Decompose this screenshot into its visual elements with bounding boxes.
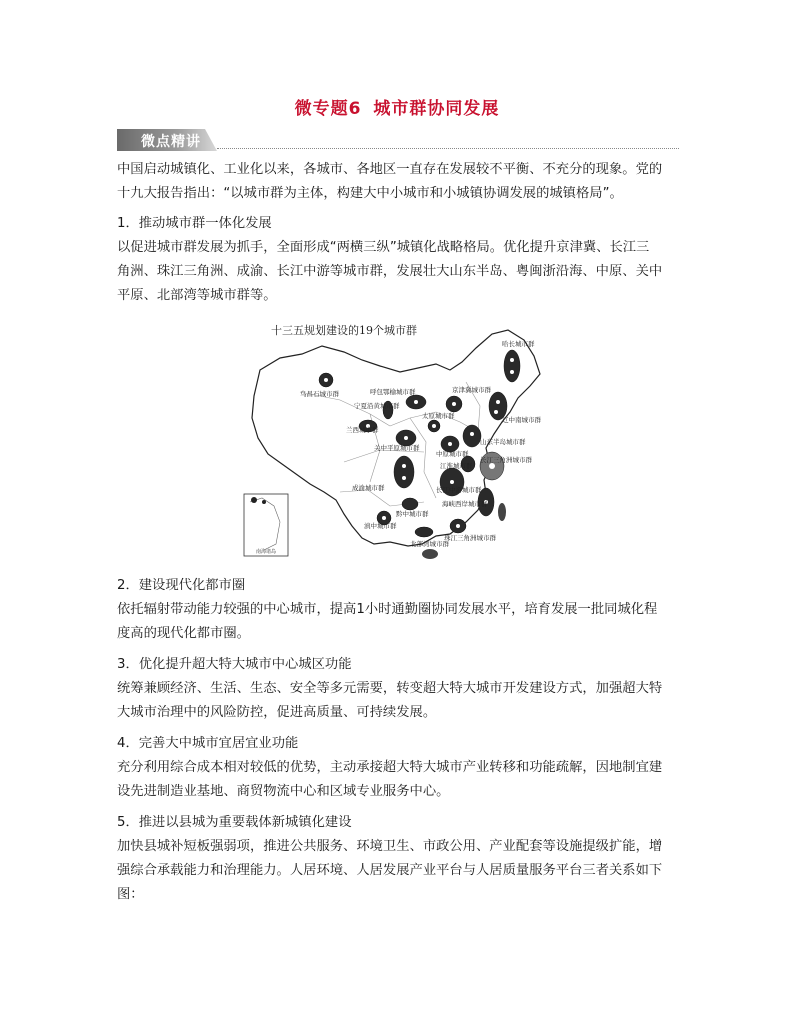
item-body-1 — [117, 236, 679, 308]
map-label: 辽中南城市群 — [502, 416, 541, 424]
section-header — [117, 129, 679, 151]
city-dot — [432, 424, 436, 428]
city-dot — [402, 464, 406, 468]
body-line: 统筹兼顾经济、生活、生态、安全等多元需要，转变超大特大城市开发建设方式，加强超大特 — [117, 681, 663, 696]
city-dot — [470, 432, 474, 436]
body-line: 加快县城补短板强弱项，推进公共服务、环境卫生、市政公用、产业配套等设施提级扩能，增 — [117, 839, 663, 854]
body-line: 图： — [117, 887, 144, 902]
taiwan-island — [498, 503, 506, 521]
city-dot — [450, 480, 454, 484]
cluster-beibuwan — [415, 527, 433, 537]
map-label: 呼包鄂榆城市群 — [370, 388, 416, 396]
item-heading-4: 4．完善大中城市宜居宜业功能 — [117, 736, 299, 751]
intro-line: 十九大报告指出：“以城市群为主体，构建大中小城市和小城镇协调发展的城镇格局”。 — [117, 186, 623, 201]
city-dot — [414, 400, 418, 404]
map-label: 宁夏沿黄城市群 — [354, 402, 400, 410]
item-heading-2: 2．建设现代化都市圈 — [117, 578, 246, 593]
city-dot — [382, 516, 386, 520]
map-label: 中原城市群 — [436, 450, 469, 458]
body-line: 以促进城市群发展为抓手，全面形成“两横三纵”城镇化战略格局。优化提升京津冀、长江三 — [117, 240, 650, 255]
item-body-2 — [117, 598, 679, 646]
china-city-cluster-map — [240, 322, 556, 568]
map-label: 珠江三角洲城市群 — [444, 534, 496, 542]
city-dot — [456, 524, 460, 528]
item-body-4 — [117, 756, 679, 804]
intro-line: 中国启动城镇化、工业化以来，各城市、各地区一直存在发展较不平衡、不充分的现象。党的 — [117, 162, 663, 177]
cluster-qianzhong — [402, 498, 418, 510]
section-rule — [217, 148, 679, 149]
body-line: 角洲、珠江三角洲、成渝、长江中游等城市群，发展壮大山东半岛、粤闽浙沿海、中原、关中 — [117, 264, 663, 279]
body-line: 大城市治理中的风险防控，促进高质量、可持续发展。 — [117, 705, 437, 720]
item-heading-1: 1．推动城市群一体化发展 — [117, 216, 272, 231]
map-label: 海峡西岸城市群 — [442, 500, 488, 508]
map-label: 北部湾城市群 — [410, 540, 449, 548]
body-line: 强综合承载能力和治理能力。人居环境、人居发展产业平台与人居质量服务平台三者关系如下 — [117, 863, 663, 878]
city-dot — [510, 370, 514, 374]
map-label: 乌昌石城市群 — [300, 390, 339, 398]
inset-box — [244, 494, 288, 556]
map-label: 成渝城市群 — [352, 484, 385, 492]
body-line: 平原、北部湾等城市群等。 — [117, 288, 277, 303]
city-dot — [510, 358, 514, 362]
map-label: 兰西城市群 — [346, 426, 379, 434]
item-heading-3: 3．优化提升超大特大城市中心城区功能 — [117, 657, 352, 672]
city-dot — [496, 400, 500, 404]
item-heading-5: 5．推进以县城为重要载体新城镇化建设 — [117, 815, 352, 830]
cluster-chengyu — [394, 456, 414, 488]
page-title — [0, 94, 794, 119]
inset-dot — [251, 497, 257, 503]
title-prefix: 微专题6 — [294, 99, 362, 119]
city-dot — [402, 476, 406, 480]
city-dot — [324, 378, 328, 382]
title-main: 城市群协同发展 — [373, 99, 500, 119]
city-dot — [494, 410, 498, 414]
section-label: 微点精讲 — [141, 134, 201, 150]
city-dot — [448, 442, 452, 446]
city-dot — [404, 436, 408, 440]
map-label: 山东半岛城市群 — [480, 438, 526, 446]
map-label: 长江三角洲城市群 — [480, 456, 532, 464]
map-label: 长江中游城市群 — [436, 486, 482, 494]
map-label: 关中平原城市群 — [374, 444, 420, 452]
body-line: 依托辐射带动能力较强的中心城市，提高1小时通勤圈协同发展水平，培育发展一批同城化程 — [117, 602, 658, 617]
body-line: 设先进制造业基地、商贸物流中心和区域专业服务中心。 — [117, 784, 450, 799]
hainan-island — [422, 549, 438, 559]
item-body-3 — [117, 677, 679, 725]
map-label: 太原城市群 — [422, 412, 455, 420]
map-label: 黔中城市群 — [396, 510, 429, 518]
map-label: 江淮城市群 — [440, 462, 473, 470]
map-title: 十三五规划建设的19个城市群 — [271, 324, 417, 337]
map-figure — [240, 322, 556, 568]
body-line: 充分利用综合成本相对较低的优势，主动承接超大特大城市产业转移和功能疏解，因地制宜建 — [117, 760, 663, 775]
cluster-hachang — [504, 350, 520, 382]
inset-dot — [262, 500, 266, 504]
inset-label: 南海诸岛 — [255, 549, 277, 555]
body-line: 度高的现代化都市圈。 — [117, 626, 250, 641]
map-label: 哈长城市群 — [502, 340, 535, 348]
intro-paragraph — [117, 158, 679, 206]
city-dot — [452, 402, 456, 406]
map-label: 滇中城市群 — [364, 522, 397, 530]
item-body-5 — [117, 835, 679, 907]
map-label: 京津冀城市群 — [452, 386, 491, 394]
